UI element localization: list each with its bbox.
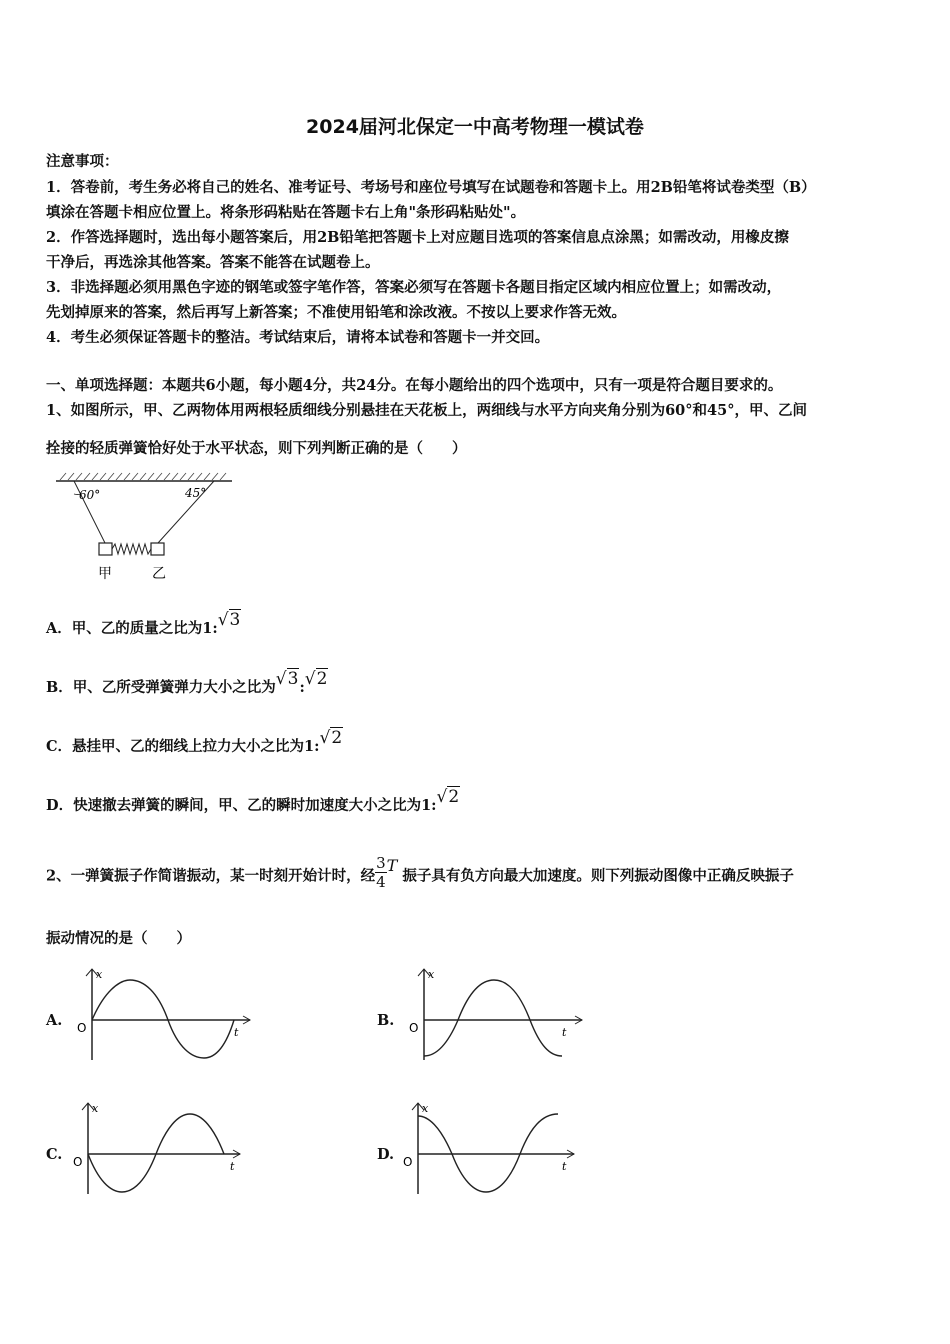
graph-a[interactable] <box>74 964 259 1064</box>
question-2-text <box>46 854 794 895</box>
notice-line: 2．作答选择题时，选出每小题答案后，用2B铅笔把答题卡上对应题目选项的答案信息点涂黑；如需改动，用橡皮擦 <box>46 229 789 246</box>
object-label-left: 甲 <box>98 566 112 582</box>
x-axis-label: t <box>234 1026 239 1039</box>
graph-d[interactable] <box>400 1098 585 1198</box>
graph-c-label[interactable]: C. <box>46 1146 63 1163</box>
y-axis-label: x <box>422 1102 429 1115</box>
sqrt: √3 <box>217 610 241 630</box>
notice-line: 1．答卷前，考生务必将自己的姓名、准考证号、考场号和座位号填写在试题卷和答题卡上。用2B铅笔将试卷类型（B） <box>46 179 816 196</box>
graph-b-label[interactable]: B. <box>377 1012 395 1029</box>
angle-label-right: 45° <box>185 486 207 500</box>
x-axis-label: t <box>562 1026 567 1039</box>
notice-line: 先划掉原来的答案，然后再写上新答案；不准使用铅笔和涂改液。不按以上要求作答无效。 <box>46 304 626 321</box>
option-c-text: C．悬挂甲、乙的细线上拉力大小之比为1: <box>46 738 320 755</box>
notice-heading: 注意事项： <box>46 153 119 170</box>
option-d-text: D．快速撤去弹簧的瞬间，甲、乙的瞬时加速度大小之比为1: <box>46 797 437 814</box>
notice-line: 干净后，再选涂其他答案。答案不能答在试题卷上。 <box>46 254 380 271</box>
sqrt: √2 <box>436 787 460 807</box>
x-axis-label: t <box>562 1160 567 1173</box>
origin-label: O <box>77 1021 87 1035</box>
option-b-text: B．甲、乙所受弹簧弹力大小之比为 <box>46 679 276 696</box>
notice-line: 3．非选择题必须用黑色字迹的钢笔或签字笔作答，答案必须写在答题卡各题目指定区域内相应位置上；如需改动， <box>46 279 782 296</box>
y-axis-label: x <box>92 1102 99 1115</box>
ratio-separator: : <box>299 679 305 696</box>
question-2-text-pre: 2、一弹簧振子作简谐振动，某一时刻开始计时，经 <box>46 867 376 885</box>
object-label-right: 乙 <box>152 566 166 582</box>
origin-label: O <box>409 1021 419 1035</box>
y-axis-label: x <box>96 968 103 981</box>
graph-b[interactable] <box>406 964 591 1064</box>
question-2-text-post: 振子具有负方向最大加速度。则下列振动图像中正确反映振子 <box>402 867 794 885</box>
notice-line: 填涂在答题卡相应位置上。将条形码粘贴在答题卡右上角"条形码粘贴处"。 <box>46 204 526 221</box>
option-d[interactable] <box>46 787 460 815</box>
sqrt: √2 <box>319 728 343 748</box>
sqrt: √2 <box>304 669 328 689</box>
question-2-text: 振动情况的是（ ） <box>46 930 191 947</box>
notice-line: 4．考生必须保证答题卡的整洁。考试结束后，请将本试卷和答题卡一并交回。 <box>46 329 550 346</box>
angle-label-left: 60° <box>79 488 101 502</box>
graph-c[interactable] <box>72 1098 257 1198</box>
spring-figure <box>54 470 239 585</box>
question-1-text: 拴接的轻质弹簧恰好处于水平状态，则下列判断正确的是（ ） <box>46 440 467 457</box>
origin-label: O <box>403 1155 413 1169</box>
option-a[interactable] <box>46 610 241 638</box>
option-b[interactable] <box>46 669 328 697</box>
graph-d-label[interactable]: D. <box>377 1146 395 1163</box>
y-axis-label: x <box>428 968 435 981</box>
section-heading: 一、单项选择题：本题共6小题，每小题4分，共24分。在每小题给出的四个选项中，只有一项是符合题目要求的。 <box>46 377 783 394</box>
sqrt: √3 <box>275 669 299 689</box>
option-c[interactable] <box>46 728 343 756</box>
option-a-text: A．甲、乙的质量之比为1: <box>46 620 218 637</box>
origin-label: O <box>73 1155 83 1169</box>
x-axis-label: t <box>230 1160 235 1173</box>
page-title: 2024届河北保定一中高考物理一模试卷 <box>306 116 644 138</box>
period-symbol: T <box>386 855 398 875</box>
graph-a-label[interactable]: A. <box>46 1012 63 1029</box>
fraction: $\frac{3}{4}$ <box>376 854 386 891</box>
question-1-text: 1、如图所示，甲、乙两物体用两根轻质细线分别悬挂在天花板上，两细线与水平方向夹角分别为60°和45°，甲、乙间 <box>46 402 807 419</box>
